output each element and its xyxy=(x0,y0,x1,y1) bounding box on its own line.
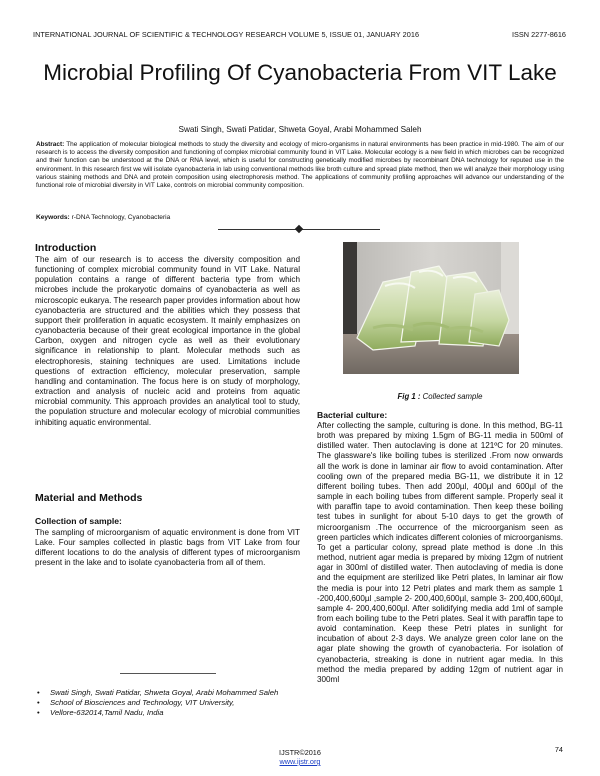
copyright-code: IJSTR©2016 xyxy=(279,748,321,757)
collected-sample-photo xyxy=(343,242,519,374)
collection-heading: Collection of sample: xyxy=(35,516,122,526)
page-footer xyxy=(0,748,600,766)
bacterial-culture-text: After collecting the sample, culturing is done. In this method, BG-11 broth was prepared by mixing 1.5gm of BG-11 media in 500ml of distilled water. Then autoclaving is done at 121ºC for 20 minutes. The glassware's like boiling tubes is sterilized .From now onwards all the work is done in laminar air flow to avoid contamination. After cooling own of the prepared media BG-11, we distribute it in 12 different boiling tubes. Then add 200µl, 400µl and 600µl of the sample in each boiling tubes from different sample. Properly seal it with paraffin tape to avoid contamination. Then keep these boiling test tubes in sunlight for about 5-10 days to get the growth of microorganism .The occurrence of the microorganism seen as green particles which indicates different colonies of microorganisms. To get a particular colony, spread plate method is done .In this method, nutrient agar media is prepared by mixing 12gm of nutrient agar in 300ml of distilled water. Then autoclaving of media is done and the equipment are sterilized like Petri plates, In laminar air flow the media is pour into 12 Petri plates and mark them as sample 1 -200,400,600µl ,sample 2- 200,400,600µl, sample 3- 200,400,600µl, sample 4- 200,400,600µl. After solidifying media add 1ml of sample from each boiling tube to the Petri plates. Seal it with paraffin tape to avoid contamination. Keep these Petri plates in sunlight for incubation of about 2-3 days. We analyze green color lane on the agar plate showing the growth of cyanobacteria. For isolation of cyanobacteria, streaking is done in nutrient agar media. In this method the media prepared by adding 12gm of nutrient agar in 300ml xyxy=(317,421,563,684)
collection-text: The sampling of microorganism of aquatic environment is done from VIT Lake. Four samples collected in plastic bags from VIT Lake from four different locations to do the analysis of different types of microorganism present in the lake and to isolate cyanobacteria from all of them. xyxy=(35,528,300,568)
author-footnotes xyxy=(37,688,299,718)
introduction-text: The aim of our research is to access the diversity composition and functioning of complex microbial community found in VIT Lake. Natural population contains a range of different bacteria type from which microbes include the prokaryotic domains of cyanobacteria as well as microscopic eukarya. The research paper provides information about how cyanobacteria are structured and the abilities which they possess that support their proliferation in aquatic ecosystem. It mainly emphasizes on cyanobacteria because of their great ecological importance in the global Carbon, oxygen and nitrogen cycle as well as their evolutionary significance in relationship to plant. Molecular methods such as electrophoresis, staining techniques are used. Limitations include questions of extraction efficiency, molecular preservation, sample handling and contamination. The focus here is on study of morphology, extraction and analysis of nucleic acid and proteins from aquatic microbial community. This approach provides an analytical tool to study, the population structure and molecular ecology of microbial communities inhibiting aquatic environmental. xyxy=(35,255,300,427)
keywords xyxy=(36,214,170,221)
issn-header: ISSN 2277-8616 xyxy=(512,30,566,39)
figure-label: Fig 1 : xyxy=(397,392,421,401)
footnote-affiliation: • School of Biosciences and Technology, VIT University, xyxy=(37,698,299,708)
footnote-authors: • Swati Singh, Swati Patidar, Shweta Goyal, Arabi Mohammed Saleh xyxy=(37,688,299,698)
abstract xyxy=(36,141,564,190)
abstract-label: Abstract: xyxy=(36,141,65,148)
bacterial-culture-heading: Bacterial culture: xyxy=(317,410,388,420)
abstract-text: The application of molecular biological methods to study the diversity and ecology of micro-organisms in natural environments has been practice in mid-1980. The aim of our research is to access the diversity composition and functioning of complex microbial community found in VIT Lake. Molecular ecology is a new field in which microbes can be recognized and their function can be understood at the DNA or RNA level, which is useful for constructing genetically modified microbes by recombinant DNA technology for reputed use in the environment. In this research first we will isolate cyanobacteria in lab using conventional methods like broth culture and spread plate method, then we will analyze their morphology using various staining methods and DNA and protein composition using electrophoresis method. The applications of community profiling approaches will advance our understanding of the functional role of microbial diversity in VIT Lake, controls on microbial community composition. xyxy=(36,141,564,190)
figure-caption xyxy=(317,392,563,401)
keywords-label: Keywords: xyxy=(36,214,70,221)
introduction-heading: Introduction xyxy=(35,242,97,254)
footnote-location: • Vellore-632014,Tamil Nadu, India xyxy=(37,708,299,718)
keywords-text: r-DNA Technology, Cyanobacteria xyxy=(71,214,171,221)
journal-link[interactable]: www.ijstr.org xyxy=(279,757,321,766)
footnote-rule xyxy=(120,673,216,674)
authors-line: Swati Singh, Swati Patidar, Shweta Goyal, Arabi Mohammed Saleh xyxy=(178,125,422,134)
page-number: 74 xyxy=(554,745,563,754)
methods-heading: Material and Methods xyxy=(35,492,143,504)
figure-caption-text: Collected sample xyxy=(422,392,483,401)
divider-diamond-icon xyxy=(295,225,303,233)
paper-title: Microbial Profiling Of Cyanobacteria From VIT Lake xyxy=(43,60,557,85)
journal-header: INTERNATIONAL JOURNAL OF SCIENTIFIC & TECHNOLOGY RESEARCH VOLUME 5, ISSUE 01, JANUARY 2016 xyxy=(33,30,420,39)
